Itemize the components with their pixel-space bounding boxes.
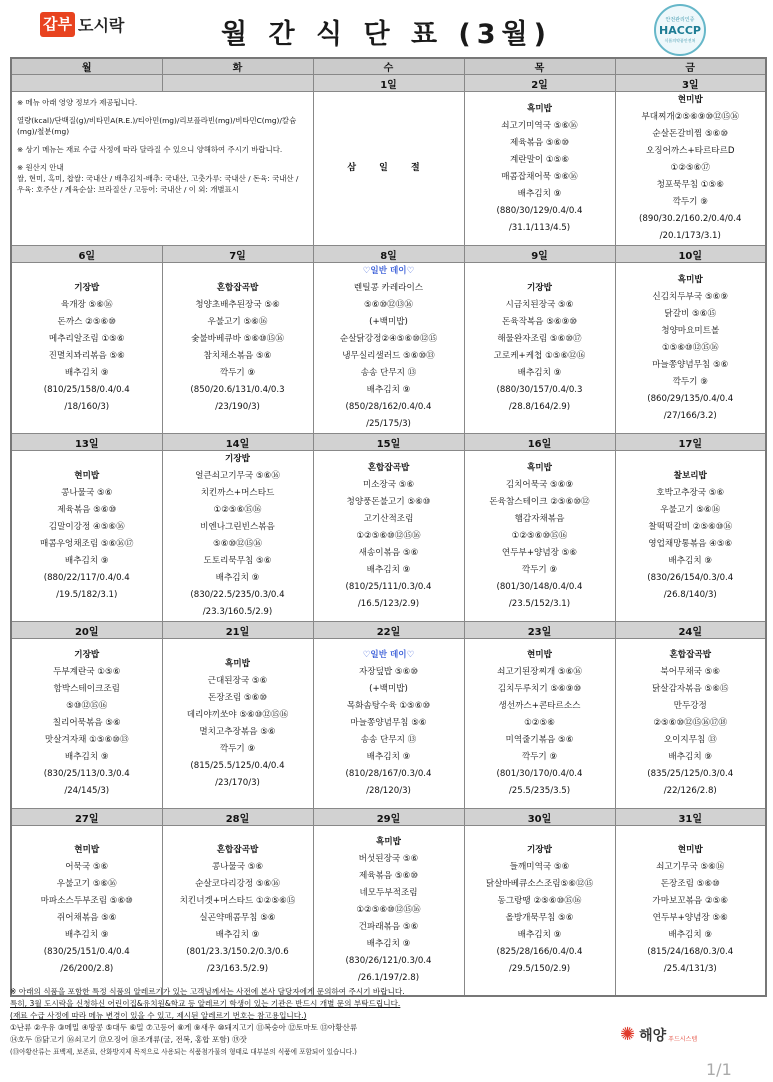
menu-item: 순살닭강정②④⑤⑥⑩⑫⑮ xyxy=(339,334,438,344)
menu-item: 해물완자조림 ⑤⑥⑩⑰ xyxy=(497,334,582,344)
menu-item: 오징어까스+타르타르D xyxy=(645,146,735,156)
menu-rice: 현미밥 xyxy=(527,650,552,660)
weekday-wed: 수 xyxy=(313,58,464,75)
date-cell: 20일 xyxy=(11,622,162,639)
menu-item: 동그랑땡 ②⑤⑥⑩⑮⑯ xyxy=(497,896,582,907)
menu-item: 돈육작복음 ⑤⑥⑨⑩ xyxy=(501,317,578,327)
menu-rice: 흑미밥 xyxy=(376,836,401,847)
date-row xyxy=(11,75,766,92)
menu-item: 제육볶음 ⑤⑥⑩ xyxy=(509,137,570,148)
page-header xyxy=(0,0,773,56)
footer-allergen-list-2: ⑭호두 ⑮닭고기 ⑯쇠고기 ⑰오징어 ⑱조개류(굴, 전복, 홍합 포함) ⑲잣 xyxy=(10,1035,248,1044)
menu-item: 칠리어묵볶음 ⑤⑥ xyxy=(52,718,121,728)
menu-item: 닭살감자볶음 ⑤⑥⑮ xyxy=(651,684,729,694)
menu-item: ①②⑤⑥⑩⑮⑯ xyxy=(511,530,568,541)
menu-item: /23.3/160.5/2.9) xyxy=(202,607,273,617)
menu-item: 부대찌개②⑤⑥⑨⑩⑫⑮⑯ xyxy=(641,112,739,122)
menu-item: /23.5/152/3.1) xyxy=(508,598,571,609)
menu-item: 매콤우엉채조림 ⑤⑥⑯⑰ xyxy=(40,539,134,549)
menu-cell xyxy=(313,263,464,434)
menu-item: 가마보꼬볶음 ②⑤⑥ xyxy=(652,896,729,907)
date-cell: 3일 xyxy=(615,75,766,92)
menu-item: /20.1/173/3.1) xyxy=(659,231,721,241)
menu-cell xyxy=(313,826,464,996)
date-cell: 9일 xyxy=(464,246,615,263)
menu-item: (815/25.5/125/0.4/0.4 xyxy=(190,760,285,771)
logo-word: 도시락 xyxy=(77,16,125,35)
menu-cell xyxy=(313,451,464,622)
menu-item: /25.4/131/3) xyxy=(663,964,717,975)
menu-item: 치킨까스+머스타드 xyxy=(200,488,275,498)
menu-item: 배추김치 ⑨ xyxy=(215,573,260,583)
menu-item: (830/26/121/0.3/0.4 xyxy=(345,955,432,966)
weekday-tue: 화 xyxy=(162,58,313,75)
menu-item: (830/26/154/0.3/0.4 xyxy=(647,573,734,583)
menu-rice: 기장밥 xyxy=(74,283,100,293)
menu-item: 닭살바베큐소스조림⑤⑥⑫⑮ xyxy=(485,879,594,890)
notice-paragraph: ※ 원산지 안내 xyxy=(17,163,64,172)
menu-item: 김치두루치기 ⑤⑥⑨⑩ xyxy=(497,684,582,694)
menu-cell xyxy=(162,639,313,809)
menu-item: /23/190/3) xyxy=(215,402,260,412)
date-row xyxy=(11,622,766,639)
menu-item: 배추김치 ⑨ xyxy=(517,188,562,199)
menu-item: 미소장국 ⑤⑥ xyxy=(362,479,415,490)
menu-item: /23/170/3) xyxy=(215,777,260,788)
menu-item: 김말이강정 ④⑤⑥⑯ xyxy=(48,522,125,532)
menu-item: 계란말이 ①⑤⑥ xyxy=(509,154,570,165)
menu-item: 연두부+양념장 ⑤⑥ xyxy=(501,547,578,558)
menu-item: 숯불바베큐바 ⑤⑥⑩⑮⑯ xyxy=(191,334,284,344)
sun-icon: ✺ xyxy=(620,1024,636,1045)
menu-item: 돈장조림 ⑤⑥⑩ xyxy=(207,692,268,703)
menu-item: 깍두기 ⑨ xyxy=(219,743,256,754)
menu-item: 찰떡떡갈비 ②⑤⑥⑩⑯ xyxy=(648,522,733,532)
menu-item: 호박고추장국 ⑤⑥ xyxy=(656,488,725,498)
menu-item: 두부계란국 ①⑤⑥ xyxy=(53,667,121,677)
menu-cell xyxy=(615,263,766,434)
menu-item: (880/22/117/0.4/0.4 xyxy=(43,573,130,583)
menu-cell xyxy=(615,92,766,246)
menu-calendar xyxy=(10,57,767,997)
weekday-thu: 목 xyxy=(464,58,615,75)
menu-item: 우불고기 ⑤⑥⑯ xyxy=(660,505,721,515)
menu-cell xyxy=(162,826,313,996)
menu-item: 매콤잡채어묵 ⑤⑥⑯ xyxy=(501,171,578,182)
menu-item: 돈까스 ②⑤⑥⑩ xyxy=(57,317,116,327)
menu-rice: 현미밥 xyxy=(677,95,703,105)
holiday-label: 삼 일 절 xyxy=(313,92,464,246)
menu-item: (830/25/113/0.3/0.4 xyxy=(43,769,130,779)
menu-cell xyxy=(615,826,766,996)
menu-item: 네모두부적조림 xyxy=(359,887,418,898)
menu-item: /24/145/3) xyxy=(64,786,110,796)
menu-cell xyxy=(11,639,162,809)
menu-rice: 기장밥 xyxy=(74,650,100,660)
date-cell xyxy=(11,75,162,92)
menu-item: 목화솜탕수육 ①⑤⑥⑩ xyxy=(346,701,431,711)
menu-item: 육개장 ⑤⑥⑯ xyxy=(60,300,113,310)
menu-item: 배추김치 ⑨ xyxy=(64,556,109,566)
menu-item: (810/25/111/0.3/0.4 xyxy=(345,581,432,592)
menu-cell xyxy=(162,451,313,622)
menu-item: 쇠고기된장찌개 ⑤⑥⑯ xyxy=(497,667,582,677)
menu-item: 콩나물국 ⑤⑥ xyxy=(61,488,113,498)
menu-row xyxy=(11,451,766,622)
menu-item: (801/30/148/0.4/0.4 xyxy=(496,581,583,592)
menu-item: (815/24/168/0.3/0.4 xyxy=(647,947,734,958)
menu-item: 배추김치 ⑨ xyxy=(668,930,713,941)
menu-item: /26/200/2.8) xyxy=(60,964,114,975)
haccp-top-text: 안전관리인증 xyxy=(665,17,695,23)
date-cell xyxy=(162,75,313,92)
allergy-footer xyxy=(10,986,610,1058)
menu-item: /28/120/3) xyxy=(366,786,411,796)
menu-cell xyxy=(313,639,464,809)
logo-badge: 갑부 xyxy=(40,12,75,37)
page-title: 월 간 식 단 표 (3월) xyxy=(221,19,552,50)
menu-item: 데리야끼쏘야 ⑤⑥⑩⑫⑮⑯ xyxy=(186,709,289,720)
menu-cell xyxy=(615,451,766,622)
menu-item: 깍두기 ⑨ xyxy=(672,197,708,207)
menu-row xyxy=(11,639,766,809)
menu-item: /26.8/140/3) xyxy=(663,590,717,600)
menu-item: (850/20.6/131/0.4/0.3 xyxy=(190,385,285,395)
menu-rice: 기장밥 xyxy=(527,283,552,293)
menu-cell xyxy=(464,639,615,809)
menu-item: (880/30/129/0.4/0.4 xyxy=(496,205,583,216)
weekday-fri: 금 xyxy=(615,58,766,75)
menu-item: ①⑤⑥⑩⑫⑮⑯ xyxy=(661,342,719,353)
menu-rice: ♡일반 데이♡ xyxy=(362,650,415,660)
date-cell: 24일 xyxy=(615,622,766,639)
menu-item: (850/28/162/0.4/0.4 xyxy=(345,402,432,412)
menu-item: 마파소스두부조림 ⑤⑥⑩ xyxy=(40,896,133,907)
menu-item: 깍두기 ⑨ xyxy=(219,368,256,378)
menu-item: /29.5/150/2.9) xyxy=(508,964,571,975)
menu-rice: 흑미밥 xyxy=(225,658,250,669)
footer-line-2: 특히, 3월 도시락을 신청하신 어린이집&유치원&학교 등 알레르기 학생이 있는 기관은 반드시 개별 문의 부탁드립니다. xyxy=(10,999,401,1008)
haccp-mark: HACCP xyxy=(659,24,701,37)
date-row xyxy=(11,434,766,451)
menu-item: /25.5/235/3.5) xyxy=(508,786,571,796)
footer-allergen-list-1: ①난류 ②우유 ③메밀 ④땅콩 ⑤대두 ⑥밀 ⑦고등어 ⑧게 ⑨새우 ⑩돼지고기 ⑪복숭아 ⑫토마토 ⑬아황산류 xyxy=(10,1023,358,1032)
menu-item: 고로케+케첩 ①⑤⑥⑫⑯ xyxy=(493,351,586,361)
menu-item: /19.5/182/3.1) xyxy=(56,590,118,600)
notice-box xyxy=(11,92,313,246)
menu-item: 자장덮밥 ⑤⑥⑩ xyxy=(358,667,419,677)
menu-item: (830/22.5/235/0.3/0.4 xyxy=(190,590,285,600)
menu-item: 제육볶음 ⑤⑥⑩ xyxy=(57,505,117,515)
footer-line-3: (재료 수급 사정에 따라 메뉴 변경이 있을 수 있고, 제시된 알레르기 번호는 참고용입니다.) xyxy=(10,1011,307,1020)
menu-cell xyxy=(11,263,162,434)
menu-cell xyxy=(11,451,162,622)
menu-item: 비엔나그린빈스볶음 xyxy=(200,522,275,532)
menu-item: (830/25/151/0.4/0.4 xyxy=(43,947,130,958)
menu-item: 만두강정 xyxy=(673,701,707,711)
date-cell: 30일 xyxy=(464,809,615,826)
menu-item: 배추김치 ⑨ xyxy=(366,752,411,762)
date-cell: 7일 xyxy=(162,246,313,263)
menu-item: 햄감자채볶음 xyxy=(514,513,565,524)
menu-item: 우불고기 ⑤⑥⑯ xyxy=(207,317,268,327)
menu-item: 돈장조림 ⑤⑥⑩ xyxy=(660,879,720,890)
menu-item: 어묵국 ⑤⑥ xyxy=(65,862,109,873)
menu-rice: 흑미밥 xyxy=(527,462,552,473)
menu-item: 배추김치 ⑨ xyxy=(366,938,411,949)
menu-cell xyxy=(615,639,766,809)
menu-item: 근대된장국 ⑤⑥ xyxy=(207,675,268,686)
date-cell: 22일 xyxy=(313,622,464,639)
menu-item: 순살돈갈비찜 ⑤⑥⑩ xyxy=(652,129,729,139)
menu-item: 깍두기 ⑨ xyxy=(521,752,558,762)
menu-item: 배추김치 ⑨ xyxy=(517,368,562,378)
menu-item: 영업채망통볶음 ④⑤⑥ xyxy=(648,539,733,549)
menu-item: 쥐어채볶음 ⑤⑥ xyxy=(56,913,117,924)
menu-rice: 혼합잡곡밥 xyxy=(367,462,410,473)
menu-item: /31.1/113/4.5) xyxy=(508,222,571,233)
menu-item: 청양초배추된장국 ⑤⑥ xyxy=(195,300,280,310)
date-cell: 8일 xyxy=(313,246,464,263)
menu-item: 배추김치 ⑨ xyxy=(64,752,109,762)
menu-item: /23/163.5/2.9) xyxy=(206,964,269,975)
menu-item: 건파래볶음 ⑤⑥ xyxy=(358,921,419,932)
menu-item: ⑤⑥⑩⑫⑮⑯ xyxy=(213,539,262,549)
menu-item: 우불고기 ⑤⑥⑯ xyxy=(56,879,117,890)
menu-item: 실곤약매콤무침 ⑤⑥ xyxy=(199,913,276,924)
menu-item: (825/28/166/0.4/0.4 xyxy=(496,947,583,958)
menu-item: 마늘쫑양념무침 ⑤⑥ xyxy=(350,718,427,728)
date-cell: 31일 xyxy=(615,809,766,826)
company-logo xyxy=(620,1024,697,1045)
page-number: 1/1 xyxy=(706,1060,732,1079)
haccp-seal xyxy=(654,4,706,56)
menu-item: ②⑤⑥⑩⑫⑮⑯⑰⑱ xyxy=(653,718,728,728)
menu-item: 쇠고기미역국 ⑤⑥⑯ xyxy=(501,120,578,131)
menu-item: (+백미밥) xyxy=(369,684,408,694)
menu-item: 도토리묵무침 ⑤⑥ xyxy=(203,556,272,566)
menu-item: ①②⑤⑥ xyxy=(524,718,555,728)
menu-item: 김치어묵국 ⑤⑥⑨ xyxy=(505,479,574,490)
menu-item: 멸치고추장볶음 ⑤⑥ xyxy=(199,726,276,737)
date-cell: 23일 xyxy=(464,622,615,639)
menu-rice: 기장밥 xyxy=(225,454,250,464)
date-cell: 16일 xyxy=(464,434,615,451)
menu-item: 버섯된장국 ⑤⑥ xyxy=(358,853,419,864)
menu-item: 배추김치 ⑨ xyxy=(668,556,713,566)
menu-item: 송송 단무지 ⑬ xyxy=(360,735,417,745)
menu-item: 배추김치 ⑨ xyxy=(517,930,562,941)
menu-cell xyxy=(11,826,162,996)
menu-item: 배추김치 ⑨ xyxy=(215,930,260,941)
menu-item: 닭갈비 ⑤⑥⑮ xyxy=(664,308,717,319)
company-subtitle: 푸드시스템 xyxy=(668,1036,698,1043)
menu-item: 고기산적조림 xyxy=(363,513,414,524)
menu-item: 배추김치 ⑨ xyxy=(64,368,109,378)
menu-rice: 찰보리밥 xyxy=(673,471,707,481)
menu-rice: 현미밥 xyxy=(74,471,100,481)
menu-item: 신김치두부국 ⑤⑥⑨ xyxy=(652,291,729,302)
menu-item: ①②⑤⑥⑮⑯ xyxy=(213,505,262,515)
footer-note: (⑬아황산류는 표백제, 보존료, 산화방지제 목적으로 사용되는 식품첨가물의 형태로 대부분의 식품에 포함되어 있습니다.) xyxy=(10,1048,357,1056)
menu-item: (801/30/170/0.4/0.4 xyxy=(496,769,583,779)
menu-item: (880/30/157/0.4/0.3 xyxy=(496,385,583,395)
company-name: 해양 xyxy=(639,1027,667,1044)
menu-item: 맛살겨자채 ①⑤⑥⑩⑬ xyxy=(44,735,129,745)
footer-line-1: ※ 아래의 식품을 포함한 특정 식품의 알레르기가 있는 고객님께서는 사전에 본사 담당자에게 문의하여 주시기 바랍니다. xyxy=(10,987,405,996)
notice-paragraph: 열량(kcal)/단백질(g)/비타민A(R.E.)/티아민(mg)/리보플라빈(mg)/비타민C(mg)/칼슘(mg)/철분(mg) xyxy=(17,116,297,136)
menu-item: 렌틸콩 카레라이스 xyxy=(353,283,424,293)
menu-item: 참치채소볶음 ⑤⑥ xyxy=(203,351,272,361)
menu-item: ①②⑤⑥⑩⑫⑮⑯ xyxy=(356,530,421,541)
menu-rice: 흑미밥 xyxy=(527,103,552,114)
menu-item: 깍두기 ⑨ xyxy=(672,376,708,387)
menu-rice: 현미밥 xyxy=(677,845,703,856)
menu-item: /25/175/3) xyxy=(366,419,411,429)
notice-paragraph: ※ 상기 메뉴는 재료 수급 사정에 따라 달라질 수 있으니 양해하여 주시기 바랍니다. xyxy=(17,145,283,154)
menu-item: 얼큰쇠고기무국 ⑤⑥⑯ xyxy=(195,471,280,481)
date-cell: 29일 xyxy=(313,809,464,826)
menu-item: 오이지무침 ⑬ xyxy=(663,735,717,745)
menu-cell xyxy=(464,826,615,996)
menu-item: 냉무실리샐러드 ⑤⑥⑩⑬ xyxy=(342,351,435,361)
menu-item: 올방개묵무침 ⑤⑥ xyxy=(505,913,574,924)
menu-item: 생선까스+콘타르소스 xyxy=(498,701,581,711)
menu-item: 치킨너겟+머스타드 ①②⑤⑥⑮ xyxy=(179,896,296,907)
menu-item: 배추김치 ⑨ xyxy=(668,752,713,762)
menu-item: 연두부+양념장 ⑤⑥ xyxy=(652,913,728,924)
date-row xyxy=(11,246,766,263)
menu-item: 깍두기 ⑨ xyxy=(521,564,558,575)
menu-item: 함박스테이크조림 xyxy=(53,684,120,694)
menu-item: /22/126/2.8) xyxy=(663,786,717,796)
menu-row xyxy=(11,92,766,246)
date-cell: 6일 xyxy=(11,246,162,263)
menu-cell xyxy=(464,263,615,434)
menu-item: (860/29/135/0.4/0.4 xyxy=(647,393,734,404)
menu-item: 송송 단무지 ⑬ xyxy=(360,368,417,378)
menu-item: /26.1/197/2.8) xyxy=(357,972,420,983)
menu-item: (810/25/158/0.4/0.4 xyxy=(43,385,130,395)
menu-item: 메추리알조림 ①⑤⑥ xyxy=(48,334,125,344)
menu-item: (835/25/125/0.3/0.4 xyxy=(647,769,734,779)
menu-item: 쇠고기무국 ⑤⑥⑯ xyxy=(656,862,725,873)
menu-cell xyxy=(464,451,615,622)
date-cell: 28일 xyxy=(162,809,313,826)
weekday-mon: 월 xyxy=(11,58,162,75)
menu-rice: 혼합잡곡밥 xyxy=(216,283,259,293)
menu-item: (+백미밥) xyxy=(369,317,408,327)
menu-item: 배추김치 ⑨ xyxy=(366,564,411,575)
menu-item: 북어무채국 ⑤⑥ xyxy=(660,667,721,677)
menu-item: /18/160/3) xyxy=(64,402,110,412)
menu-row xyxy=(11,263,766,434)
notice-paragraph: 쌀, 현미, 흑미, 찹쌀: 국내산 / 배추김치-배추: 국내산, 고춧가루: 국내산 / 돈육: 국내산 / 우육: 호주산 / 계육순살: 브라질산 / 고등어: 국내산 / 이 외: 개별표시 xyxy=(17,174,299,194)
date-cell: 27일 xyxy=(11,809,162,826)
menu-item: 돈육참스테이크 ②⑤⑥⑩⑫ xyxy=(489,496,590,507)
menu-item: 청양마요미트볼 xyxy=(661,325,720,336)
menu-rice: 현미밥 xyxy=(74,845,100,856)
date-cell: 13일 xyxy=(11,434,162,451)
menu-cell xyxy=(464,92,615,246)
menu-item: 마늘쫑양념무침 ⑤⑥ xyxy=(652,359,729,370)
menu-item: 순살코다리강정 ⑤⑥⑯ xyxy=(195,879,280,890)
date-cell: 21일 xyxy=(162,622,313,639)
menu-rice: ♡일반 데이♡ xyxy=(362,266,415,276)
notice-paragraph: ※ 메뉴 아래 영양 정보가 제공됩니다. xyxy=(17,98,138,107)
menu-rice: 혼합잡곡밥 xyxy=(669,650,711,660)
menu-item: 청포묵무침 ①⑤⑥ xyxy=(656,180,724,190)
menu-item: 미역줄기볶음 ⑤⑥ xyxy=(505,735,574,745)
menu-item: 콩나물국 ⑤⑥ xyxy=(211,862,264,873)
date-cell: 1일 xyxy=(313,75,464,92)
weekday-header-row xyxy=(11,58,766,75)
date-cell: 14일 xyxy=(162,434,313,451)
menu-item: /27/166/3.2) xyxy=(663,410,717,421)
menu-item: ⑤⑥⑩⑫⑬⑯ xyxy=(364,300,413,310)
menu-item: (801/23.3/150.2/0.3/0.6 xyxy=(186,947,289,958)
menu-item: /16.5/123/2.9) xyxy=(357,598,420,609)
menu-item: 들깨미역국 ⑤⑥ xyxy=(509,862,570,873)
date-cell: 10일 xyxy=(615,246,766,263)
menu-item: 청양풍돈불고기 ⑤⑥⑩ xyxy=(346,496,431,507)
menu-item: 배추김치 ⑨ xyxy=(64,930,109,941)
menu-item: (810/28/167/0.3/0.4 xyxy=(345,769,432,779)
haccp-bottom-text: 식품의약품안전처 xyxy=(664,38,696,43)
menu-item: (890/30.2/160.2/0.4/0.4 xyxy=(639,214,742,224)
menu-item: 배추김치 ⑨ xyxy=(366,385,411,395)
menu-item: ①②⑤⑥⑩⑫⑮⑯ xyxy=(356,904,421,915)
menu-rice: 혼합잡곡밥 xyxy=(216,845,259,856)
menu-row xyxy=(11,826,766,996)
menu-item: ①②⑤⑥⑰ xyxy=(670,163,710,173)
menu-item: ⑤⑩⑫⑮⑯ xyxy=(66,701,108,711)
menu-cell xyxy=(162,263,313,434)
menu-item: 진멸치꽈리볶음 ⑤⑥ xyxy=(48,351,125,361)
menu-item: 새송이볶음 ⑤⑥ xyxy=(358,547,419,558)
menu-item: /28.8/164/2.9) xyxy=(508,402,571,412)
date-cell: 17일 xyxy=(615,434,766,451)
menu-item: 제육볶음 ⑤⑥⑩ xyxy=(358,870,419,881)
date-cell: 15일 xyxy=(313,434,464,451)
menu-rice: 흑미밥 xyxy=(677,274,703,285)
menu-item: 시금치된장국 ⑤⑥ xyxy=(505,300,574,310)
date-cell: 2일 xyxy=(464,75,615,92)
date-row xyxy=(11,809,766,826)
menu-rice: 기장밥 xyxy=(527,845,552,856)
